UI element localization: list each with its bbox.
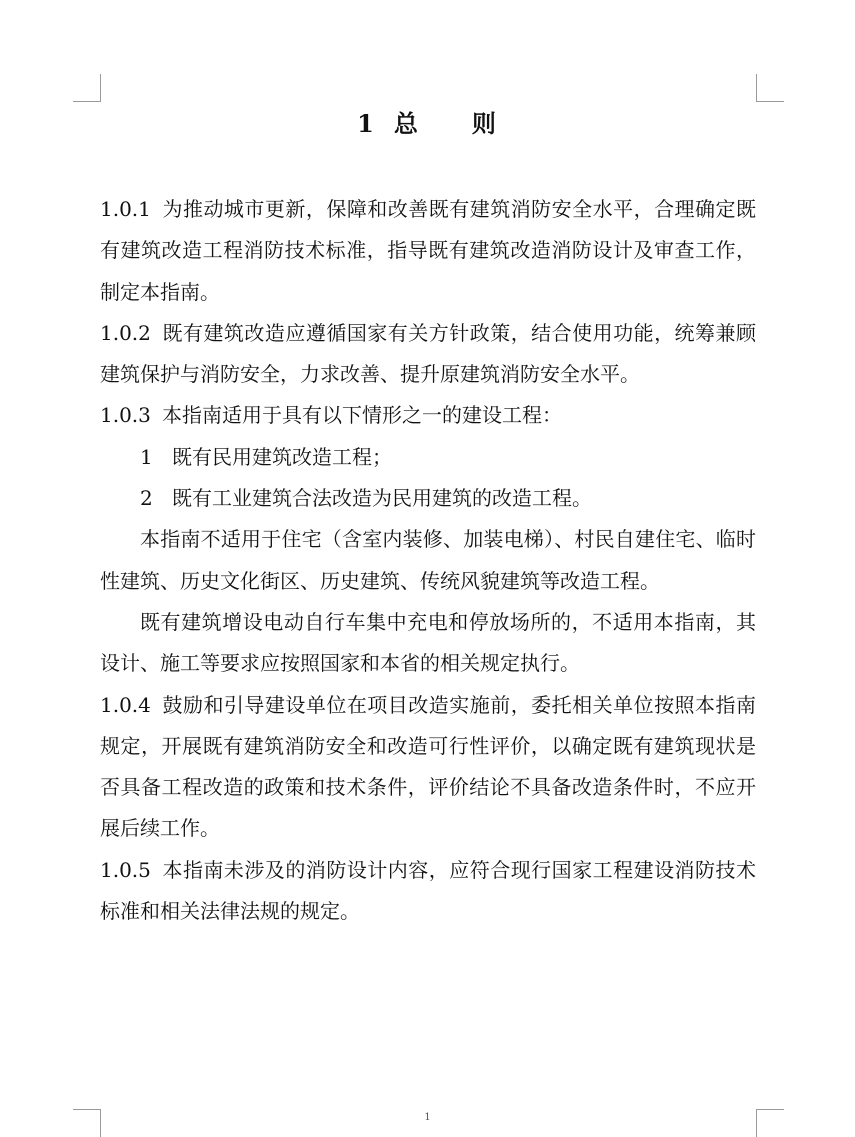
clause-number: 1.0.2 <box>100 320 151 345</box>
page-number: 1 <box>424 1112 431 1123</box>
clause-text: 鼓励和引导建设单位在项目改造实施前，委托相关单位按照本指南规定，开展既有建筑消防安全和改造可行性评价，以确定既有建筑现状是否具备工程改造的政策和技术条件，评价结论不具备改造条件时，不应开展后续工作。 <box>100 692 756 841</box>
list-item <box>100 437 756 478</box>
chapter-title-char-2: 则 <box>471 109 498 138</box>
clause-text: 既有建筑改造应遵循国家有关方针政策，结合使用功能，统筹兼顾建筑保护与消防安全，力求改善、提升原建筑消防安全水平。 <box>100 320 756 387</box>
clause-text: 本指南适用于具有以下情形之一的建设工程： <box>162 403 562 428</box>
clause-1-0-5 <box>100 850 756 933</box>
item-text: 既有工业建筑合法改造为民用建筑的改造工程。 <box>172 486 592 511</box>
clause-number: 1.0.1 <box>100 197 151 221</box>
item-number: 1 <box>140 444 153 469</box>
chapter-title <box>0 106 855 142</box>
crop-mark-top-right <box>756 74 784 102</box>
list-item <box>100 478 756 519</box>
clause-text: 本指南未涉及的消防设计内容，应符合现行国家工程建设消防技术标准和相关法律法规的规定。 <box>100 857 756 924</box>
clause-number: 1.0.4 <box>100 692 151 717</box>
crop-mark-top-left <box>73 74 101 102</box>
item-text: 既有民用建筑改造工程； <box>172 444 392 469</box>
clause-number: 1.0.3 <box>100 403 151 428</box>
chapter-number: 1 <box>357 109 376 138</box>
chapter-title-char-1: 总 <box>393 109 420 138</box>
document-body <box>100 189 756 932</box>
clause-1-0-3 <box>100 395 756 436</box>
note-paragraph: 本指南不适用于住宅（含室内装修、加装电梯）、村民自建住宅、临时性建筑、历史文化街区、历史建筑、传统风貌建筑等改造工程。 <box>100 527 756 593</box>
clause-number: 1.0.5 <box>100 857 151 882</box>
note-paragraph: 既有建筑增设电动自行车集中充电和停放场所的，不适用本指南，其设计、施工等要求应按照国家和本省的相关规定执行。 <box>100 609 756 676</box>
item-number: 2 <box>140 486 153 511</box>
clause-text: 为推动城市更新，保障和改善既有建筑消防安全水平，合理确定既有建筑改造工程消防技术标准，指导既有建筑改造消防设计及审查工作，制定本指南。 <box>100 197 756 304</box>
clause-1-0-2 <box>100 313 756 396</box>
clause-1-0-1 <box>100 189 756 313</box>
clause-1-0-4 <box>100 685 756 850</box>
